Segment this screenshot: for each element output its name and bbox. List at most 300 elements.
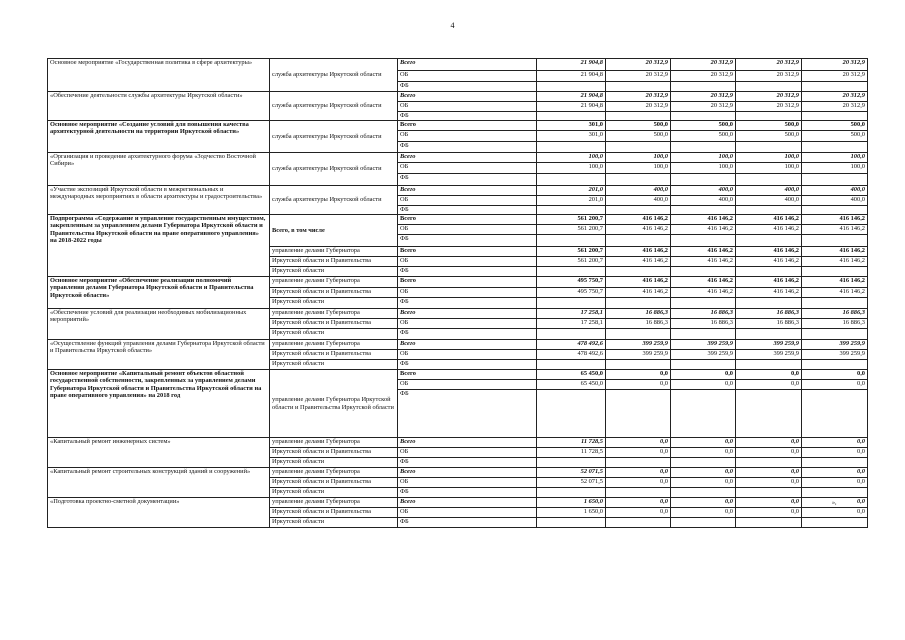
amount-cell — [802, 142, 868, 153]
amount-cell — [736, 235, 802, 247]
amount-cell — [537, 390, 606, 438]
amount-cell — [671, 518, 736, 528]
amount-cell: 16 886,3 — [606, 309, 671, 319]
amount-cell — [671, 112, 736, 121]
side-mark: », — [832, 500, 837, 506]
amount-cell: 0,0 — [671, 508, 736, 518]
activity-name: Подпрограмма «Содержание и управление государственным имуществом, закрепленным за управлением делами Губернатора Иркутской области и Правительства Иркутской области на праве оперативного управления» на 2018-2022 годы — [48, 215, 270, 277]
table-row — [48, 309, 868, 319]
amount-cell: 561 200,7 — [537, 225, 606, 235]
executor-cell: Иркутской области и Правительства — [270, 478, 398, 488]
amount-cell: 17 258,1 — [537, 319, 606, 329]
amount-cell: 0,0 — [802, 508, 868, 518]
amount-cell — [606, 298, 671, 309]
amount-cell — [736, 458, 802, 468]
funding-source: ОБ — [398, 508, 537, 518]
amount-cell: 416 146,2 — [736, 215, 802, 225]
amount-cell: 416 146,2 — [671, 247, 736, 257]
amount-cell — [802, 82, 868, 92]
amount-cell — [671, 458, 736, 468]
amount-cell: 400,0 — [606, 186, 671, 196]
executor-cell: Иркутской области и Правительства — [270, 448, 398, 458]
funding-source: Всего — [398, 438, 537, 448]
executor-cell: Иркутской области — [270, 488, 398, 498]
funding-source: Всего — [398, 247, 537, 257]
amount-cell — [802, 206, 868, 215]
table-row — [48, 186, 868, 196]
funding-source: ОБ — [398, 102, 537, 112]
table-row — [48, 153, 868, 163]
funding-source: ФБ — [398, 390, 537, 438]
funding-source: Всего — [398, 59, 537, 71]
amount-cell — [736, 82, 802, 92]
amount-cell — [537, 174, 606, 186]
amount-cell — [802, 112, 868, 121]
amount-cell — [802, 518, 868, 528]
table-row — [48, 92, 868, 102]
amount-cell: 399 259,9 — [802, 340, 868, 350]
table-row — [48, 215, 868, 225]
amount-cell: 100,0 — [537, 163, 606, 174]
amount-cell — [537, 329, 606, 340]
activity-name: «Капитальный ремонт инженерных систем» — [48, 438, 270, 468]
amount-cell: 399 259,9 — [736, 350, 802, 360]
amount-cell: 11 728,5 — [537, 448, 606, 458]
amount-cell: 416 146,2 — [671, 215, 736, 225]
amount-cell — [736, 360, 802, 370]
amount-cell: 0,0 — [606, 478, 671, 488]
amount-cell: 416 146,2 — [802, 277, 868, 288]
amount-cell: 1 650,0 — [537, 508, 606, 518]
activity-name: Основное мероприятие «Создание условий для повышения качества архитектурной деятельности на территории Иркутской области» — [48, 121, 270, 153]
amount-cell: 416 146,2 — [606, 277, 671, 288]
funding-source: Всего — [398, 153, 537, 163]
amount-cell: 20 312,9 — [606, 102, 671, 112]
executor-cell: Иркутской области и Правительства — [270, 319, 398, 329]
amount-cell — [802, 458, 868, 468]
funding-source: ФБ — [398, 488, 537, 498]
amount-cell: 100,0 — [671, 163, 736, 174]
amount-cell: 16 886,3 — [736, 319, 802, 329]
amount-cell — [671, 298, 736, 309]
amount-cell — [671, 360, 736, 370]
amount-cell: 100,0 — [736, 163, 802, 174]
funding-source: ФБ — [398, 142, 537, 153]
amount-cell — [671, 329, 736, 340]
amount-cell — [537, 360, 606, 370]
activity-name: «Обеспечение деятельности службы архитектуры Иркутской области» — [48, 92, 270, 121]
amount-cell: 20 312,9 — [802, 92, 868, 102]
funding-source: ОБ — [398, 448, 537, 458]
funding-source: ОБ — [398, 163, 537, 174]
amount-cell: 416 146,2 — [736, 288, 802, 298]
executor-cell: Иркутской области — [270, 458, 398, 468]
executor-cell: Иркутской области и Правительства — [270, 508, 398, 518]
amount-cell: 20 312,9 — [606, 71, 671, 82]
amount-cell — [606, 518, 671, 528]
funding-source: Всего — [398, 186, 537, 196]
executor-cell: Иркутской области и Правительства — [270, 288, 398, 298]
amount-cell: 0,0 — [736, 508, 802, 518]
amount-cell: 416 146,2 — [606, 257, 671, 267]
table-row — [48, 438, 868, 448]
funding-source: Всего — [398, 215, 537, 225]
amount-cell: 201,0 — [537, 186, 606, 196]
amount-cell: 0,0 — [736, 468, 802, 478]
amount-cell — [537, 298, 606, 309]
amount-cell: 20 312,9 — [671, 71, 736, 82]
amount-cell: 561 200,7 — [537, 215, 606, 225]
table-row — [48, 121, 868, 131]
amount-cell — [606, 82, 671, 92]
amount-cell: 500,0 — [606, 121, 671, 131]
amount-cell — [802, 329, 868, 340]
amount-cell — [537, 206, 606, 215]
executor-cell: Иркутской области — [270, 298, 398, 309]
amount-cell: 0,0 — [802, 478, 868, 488]
amount-cell: 17 258,1 — [537, 309, 606, 319]
amount-cell: 500,0 — [671, 131, 736, 142]
amount-cell: 0,0 — [802, 498, 868, 508]
funding-source: ОБ — [398, 196, 537, 206]
amount-cell — [537, 518, 606, 528]
executor-cell: управление делами Губернатора — [270, 340, 398, 350]
amount-cell — [736, 267, 802, 277]
funding-source: ФБ — [398, 112, 537, 121]
executor-cell: служба архитектуры Иркутской области — [270, 153, 398, 186]
amount-cell — [736, 329, 802, 340]
amount-cell: 400,0 — [606, 196, 671, 206]
amount-cell: 20 312,9 — [671, 59, 736, 71]
amount-cell: 20 312,9 — [802, 59, 868, 71]
activity-name: «Участие экспозиций Иркутской области в межрегиональных и международных мероприятиях в области архитектуры и градостроительства» — [48, 186, 270, 215]
activity-name: «Обеспечение условий для реализации необходимых мобилизационных мероприятий» — [48, 309, 270, 340]
amount-cell: 416 146,2 — [802, 225, 868, 235]
amount-cell — [537, 82, 606, 92]
amount-cell: 16 886,3 — [671, 309, 736, 319]
amount-cell: 400,0 — [671, 196, 736, 206]
amount-cell — [537, 112, 606, 121]
amount-cell: 20 312,9 — [671, 102, 736, 112]
amount-cell: 400,0 — [671, 186, 736, 196]
amount-cell: 500,0 — [671, 121, 736, 131]
amount-cell — [606, 142, 671, 153]
funding-source: ОБ — [398, 288, 537, 298]
amount-cell: 0,0 — [671, 478, 736, 488]
amount-cell — [537, 235, 606, 247]
amount-cell: 21 904,8 — [537, 59, 606, 71]
amount-cell — [606, 206, 671, 215]
funding-source: ФБ — [398, 298, 537, 309]
amount-cell: 0,0 — [802, 448, 868, 458]
amount-cell: 416 146,2 — [802, 288, 868, 298]
amount-cell: 0,0 — [736, 370, 802, 380]
amount-cell: 0,0 — [736, 498, 802, 508]
funding-source: ФБ — [398, 329, 537, 340]
amount-cell: 495 750,7 — [537, 277, 606, 288]
executor-cell: управление делами Губернатора Иркутской области и Правительства Иркутской области — [270, 370, 398, 438]
amount-cell: 16 886,3 — [671, 319, 736, 329]
executor-cell: управление делами Губернатора — [270, 277, 398, 288]
executor-cell: управление делами Губернатора — [270, 498, 398, 508]
amount-cell — [606, 360, 671, 370]
page-number: 4 — [450, 21, 455, 30]
amount-cell: 20 312,9 — [736, 102, 802, 112]
amount-cell: 0,0 — [606, 380, 671, 390]
executor-cell: служба архитектуры Иркутской области — [270, 121, 398, 153]
amount-cell: 20 312,9 — [671, 92, 736, 102]
funding-source: ФБ — [398, 206, 537, 215]
executor-cell: Иркутской области — [270, 329, 398, 340]
amount-cell: 0,0 — [671, 498, 736, 508]
amount-cell: 416 146,2 — [736, 247, 802, 257]
funding-source: Всего — [398, 498, 537, 508]
amount-cell: 416 146,2 — [606, 247, 671, 257]
amount-cell — [802, 488, 868, 498]
funding-source: Всего — [398, 277, 537, 288]
amount-cell: 416 146,2 — [736, 225, 802, 235]
funding-source: ОБ — [398, 131, 537, 142]
amount-cell — [671, 488, 736, 498]
amount-cell: 100,0 — [537, 153, 606, 163]
amount-cell — [736, 518, 802, 528]
amount-cell: 1 650,0 — [537, 498, 606, 508]
amount-cell — [537, 458, 606, 468]
table-row — [48, 468, 868, 478]
amount-cell: 20 312,9 — [736, 71, 802, 82]
activity-name: «Осуществление функций управления делами Губернатора Иркутской области и Правительства Иркутской области» — [48, 340, 270, 370]
funding-source: ОБ — [398, 257, 537, 267]
amount-cell — [802, 174, 868, 186]
amount-cell — [736, 488, 802, 498]
amount-cell — [736, 174, 802, 186]
amount-cell: 399 259,9 — [671, 350, 736, 360]
amount-cell — [606, 329, 671, 340]
amount-cell: 0,0 — [671, 380, 736, 390]
amount-cell: 416 146,2 — [802, 257, 868, 267]
funding-source: Всего — [398, 309, 537, 319]
amount-cell: 52 071,5 — [537, 478, 606, 488]
amount-cell — [802, 390, 868, 438]
amount-cell — [606, 112, 671, 121]
executor-cell: служба архитектуры Иркутской области — [270, 92, 398, 121]
executor-cell: управление делами Губернатора — [270, 468, 398, 478]
funding-source: Всего — [398, 370, 537, 380]
amount-cell: 0,0 — [606, 468, 671, 478]
table-row — [48, 340, 868, 350]
amount-cell: 52 071,5 — [537, 468, 606, 478]
amount-cell: 0,0 — [606, 438, 671, 448]
amount-cell — [671, 142, 736, 153]
amount-cell — [802, 267, 868, 277]
amount-cell — [537, 267, 606, 277]
executor-cell: Иркутской области — [270, 518, 398, 528]
executor-cell: Иркутской области — [270, 360, 398, 370]
amount-cell: 416 146,2 — [671, 288, 736, 298]
amount-cell: 0,0 — [802, 370, 868, 380]
funding-source: Всего — [398, 121, 537, 131]
executor-cell: Всего, в том числе — [270, 215, 398, 247]
amount-cell — [606, 267, 671, 277]
amount-cell: 416 146,2 — [671, 277, 736, 288]
amount-cell: 400,0 — [802, 186, 868, 196]
activity-name: Основное мероприятие «Обеспечение реализации полномочий управления делами Губернатора Иркутской области и Правительства Иркутской области» — [48, 277, 270, 309]
table-row — [48, 370, 868, 380]
amount-cell: 416 146,2 — [606, 288, 671, 298]
amount-cell: 16 886,3 — [736, 309, 802, 319]
amount-cell: 500,0 — [736, 131, 802, 142]
amount-cell: 0,0 — [802, 468, 868, 478]
amount-cell: 100,0 — [606, 163, 671, 174]
table-row — [48, 277, 868, 288]
funding-source: ОБ — [398, 319, 537, 329]
executor-cell: управление делами Губернатора — [270, 247, 398, 257]
amount-cell: 495 750,7 — [537, 288, 606, 298]
table-row — [48, 498, 868, 508]
amount-cell: 0,0 — [606, 370, 671, 380]
amount-cell: 416 146,2 — [736, 257, 802, 267]
amount-cell: 0,0 — [802, 380, 868, 390]
amount-cell: 416 146,2 — [802, 247, 868, 257]
amount-cell: 100,0 — [802, 163, 868, 174]
amount-cell: 0,0 — [736, 448, 802, 458]
amount-cell: 400,0 — [736, 186, 802, 196]
amount-cell: 0,0 — [736, 478, 802, 488]
funding-source: ОБ — [398, 71, 537, 82]
funding-source: Всего — [398, 468, 537, 478]
amount-cell — [671, 267, 736, 277]
funding-source: ФБ — [398, 235, 537, 247]
amount-cell: 500,0 — [736, 121, 802, 131]
amount-cell — [671, 390, 736, 438]
amount-cell: 561 200,7 — [537, 257, 606, 267]
funding-source: ОБ — [398, 225, 537, 235]
amount-cell: 301,0 — [537, 131, 606, 142]
amount-cell: 65 450,0 — [537, 380, 606, 390]
amount-cell: 399 259,9 — [606, 350, 671, 360]
amount-cell: 21 904,8 — [537, 92, 606, 102]
amount-cell: 100,0 — [606, 153, 671, 163]
amount-cell — [671, 206, 736, 215]
funding-source: ФБ — [398, 267, 537, 277]
amount-cell — [736, 298, 802, 309]
table-row — [48, 59, 868, 71]
amount-cell: 301,0 — [537, 121, 606, 131]
amount-cell — [606, 458, 671, 468]
executor-cell: управление делами Губернатора — [270, 309, 398, 319]
activity-name: «Капитальный ремонт строительных конструкций зданий и сооружений» — [48, 468, 270, 498]
funding-source: ОБ — [398, 350, 537, 360]
amount-cell: 416 146,2 — [606, 215, 671, 225]
amount-cell: 0,0 — [606, 508, 671, 518]
amount-cell — [671, 82, 736, 92]
amount-cell — [736, 206, 802, 215]
amount-cell: 399 259,9 — [671, 340, 736, 350]
amount-cell: 20 312,9 — [802, 71, 868, 82]
amount-cell: 416 146,2 — [671, 257, 736, 267]
amount-cell: 400,0 — [736, 196, 802, 206]
amount-cell: 65 450,0 — [537, 370, 606, 380]
amount-cell: 561 200,7 — [537, 247, 606, 257]
funding-source: Всего — [398, 92, 537, 102]
funding-source: ФБ — [398, 174, 537, 186]
amount-cell — [606, 488, 671, 498]
amount-cell — [537, 488, 606, 498]
amount-cell: 416 146,2 — [671, 225, 736, 235]
amount-cell — [671, 235, 736, 247]
amount-cell: 399 259,9 — [736, 340, 802, 350]
amount-cell: 20 312,9 — [736, 92, 802, 102]
executor-cell: Иркутской области — [270, 267, 398, 277]
amount-cell — [606, 174, 671, 186]
amount-cell — [802, 298, 868, 309]
amount-cell: 201,0 — [537, 196, 606, 206]
amount-cell: 0,0 — [671, 370, 736, 380]
amount-cell: 416 146,2 — [606, 225, 671, 235]
amount-cell: 399 259,9 — [606, 340, 671, 350]
amount-cell — [802, 360, 868, 370]
executor-cell: Иркутской области и Правительства — [270, 257, 398, 267]
amount-cell — [606, 235, 671, 247]
amount-cell: 16 886,3 — [802, 309, 868, 319]
funding-source: ФБ — [398, 360, 537, 370]
amount-cell: 21 904,8 — [537, 102, 606, 112]
activity-name: «Организация и проведение архитектурного форума «Зодчество Восточной Сибири» — [48, 153, 270, 186]
amount-cell: 416 146,2 — [736, 277, 802, 288]
amount-cell: 20 312,9 — [802, 102, 868, 112]
amount-cell — [671, 174, 736, 186]
amount-cell: 11 728,5 — [537, 438, 606, 448]
amount-cell: 0,0 — [606, 498, 671, 508]
funding-source: Всего — [398, 340, 537, 350]
amount-cell: 478 492,6 — [537, 340, 606, 350]
funding-source: ОБ — [398, 478, 537, 488]
amount-cell: 16 886,3 — [606, 319, 671, 329]
executor-cell: управление делами Губернатора — [270, 438, 398, 448]
amount-cell: 0,0 — [671, 468, 736, 478]
activity-name: Основное мероприятие «Государственная политика в сфере архитектуры» — [48, 59, 270, 92]
amount-cell: 400,0 — [802, 196, 868, 206]
executor-cell: служба архитектуры Иркутской области — [270, 59, 398, 92]
amount-cell: 500,0 — [802, 121, 868, 131]
funding-source: ФБ — [398, 458, 537, 468]
amount-cell: 0,0 — [606, 448, 671, 458]
amount-cell: 500,0 — [606, 131, 671, 142]
amount-cell: 399 259,9 — [802, 350, 868, 360]
amount-cell: 500,0 — [802, 131, 868, 142]
amount-cell — [736, 112, 802, 121]
funding-source: ФБ — [398, 82, 537, 92]
budget-table — [47, 58, 868, 528]
amount-cell — [736, 390, 802, 438]
amount-cell: 416 146,2 — [802, 215, 868, 225]
amount-cell — [537, 142, 606, 153]
amount-cell: 0,0 — [736, 380, 802, 390]
amount-cell: 100,0 — [736, 153, 802, 163]
executor-cell: Иркутской области и Правительства — [270, 350, 398, 360]
amount-cell — [606, 390, 671, 438]
amount-cell: 20 312,9 — [606, 59, 671, 71]
amount-cell: 20 312,9 — [606, 92, 671, 102]
amount-cell — [802, 235, 868, 247]
activity-name: Основное мероприятие «Капитальный ремонт объектов областной государственной собственности, закрепленных за управлением делами Губернатора Иркутской области и Правительства Иркутской области на праве оперативного управления» на 2018 год — [48, 370, 270, 438]
executor-cell: служба архитектуры Иркутской области — [270, 186, 398, 215]
activity-name: «Подготовка проектно-сметной документации» — [48, 498, 270, 528]
amount-cell: 478 492,6 — [537, 350, 606, 360]
amount-cell: 100,0 — [671, 153, 736, 163]
amount-cell: 0,0 — [736, 438, 802, 448]
amount-cell: 0,0 — [671, 448, 736, 458]
